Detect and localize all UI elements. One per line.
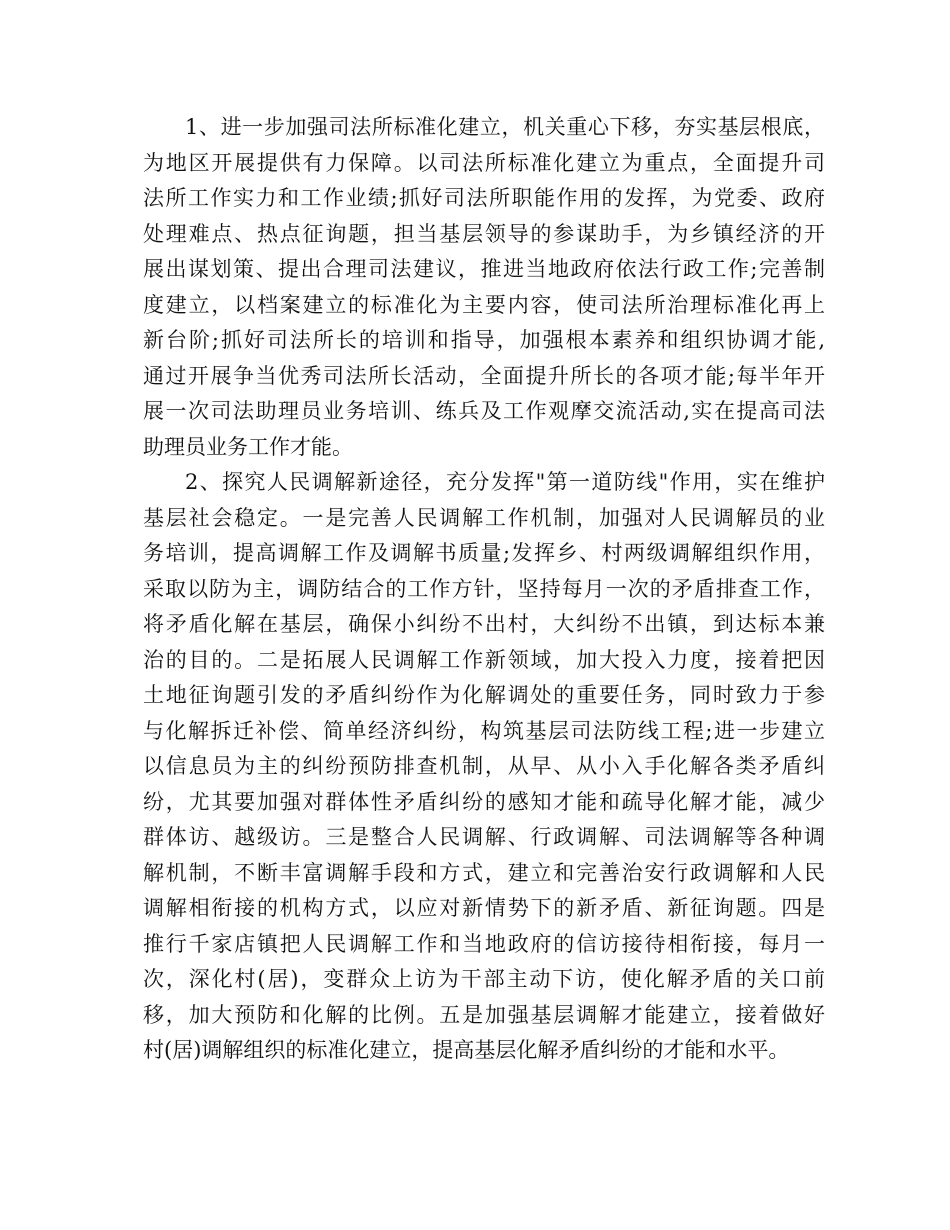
- text-line: 务培训，提高调解工作及调解书质量;发挥乡、村两级调解组织作用，: [143, 541, 825, 565]
- text-line: 展出谋划策、提出合理司法建议，推进当地政府依法行政工作;完善制: [143, 257, 825, 281]
- text-line: 调解相衔接的机构方式，以应对新情势下的新矛盾、新征询题。四是: [143, 896, 825, 920]
- text-line: 次，深化村(居)，变群众上访为干部主动下访，使化解矛盾的关口前: [143, 967, 825, 991]
- text-line: 群体访、越级访。三是整合人民调解、行政调解、司法调解等各种调: [143, 825, 825, 849]
- text-line: 展一次司法助理员业务培训、练兵及工作观摩交流活动,实在提高司法: [143, 399, 825, 423]
- text-line: 法所工作实力和工作业绩;抓好司法所职能作用的发挥，为党委、政府: [143, 186, 825, 210]
- text-line: 新台阶;抓好司法所长的培训和指导，加强根本素养和组织协调才能,: [143, 328, 825, 352]
- text-line: 解机制，不断丰富调解手段和方式，建立和完善治安行政调解和人民: [143, 860, 825, 885]
- text-line: 基层社会稳定。一是完善人民调解工作机制，加强对人民调解员的业: [143, 505, 825, 530]
- text-line: 通过开展争当优秀司法所长活动，全面提升所长的各项才能;每半年开: [143, 363, 825, 388]
- text-line: 2、探究人民调解新途径，充分发挥"第一道防线"作用，实在维护: [185, 470, 825, 494]
- paragraph-1: [143, 110, 825, 465]
- text-line: 度建立，以档案建立的标准化为主要内容，使司法所治理标准化再上: [143, 292, 825, 317]
- text-line: 将矛盾化解在基层，确保小纠纷不出村，大纠纷不出镇，到达标本兼: [143, 612, 825, 636]
- text-line: 1、进一步加强司法所标准化建立，机关重心下移，夯实基层根底，: [185, 115, 825, 139]
- text-line: 治的目的。二是拓展人民调解工作新领域，加大投入力度，接着把因: [143, 647, 825, 672]
- text-line: 与化解拆迁补偿、简单经济纠纷，构筑基层司法防线工程;进一步建立: [143, 718, 825, 743]
- text-line: 助理员业务工作才能。: [143, 434, 353, 459]
- document-body: [143, 110, 825, 1069]
- text-line: 以信息员为主的纠纷预防排查机制，从早、从小入手化解各类矛盾纠: [143, 754, 825, 778]
- text-line: 为地区开展提供有力保障。以司法所标准化建立为重点，全面提升司: [143, 150, 825, 175]
- paragraph-2: [143, 465, 825, 1069]
- text-line: 采取以防为主，调防结合的工作方针，坚持每月一次的矛盾排查工作，: [143, 576, 825, 601]
- text-line: 推行千家店镇把人民调解工作和当地政府的信访接待相衔接，每月一: [143, 931, 825, 956]
- text-line: 土地征询题引发的矛盾纠纷作为化解调处的重要任务，同时致力于参: [143, 683, 825, 707]
- text-line: 处理难点、热点征询题，担当基层领导的参谋助手，为乡镇经济的开: [143, 221, 825, 246]
- text-line: 村(居)调解组织的标准化建立，提高基层化解矛盾纠纷的才能和水平。: [143, 1038, 790, 1062]
- text-line: 移，加大预防和化解的比例。五是加强基层调解才能建立，接着做好: [143, 1002, 825, 1027]
- text-line: 纷，尤其要加强对群体性矛盾纠纷的感知才能和疏导化解才能，减少: [143, 789, 825, 814]
